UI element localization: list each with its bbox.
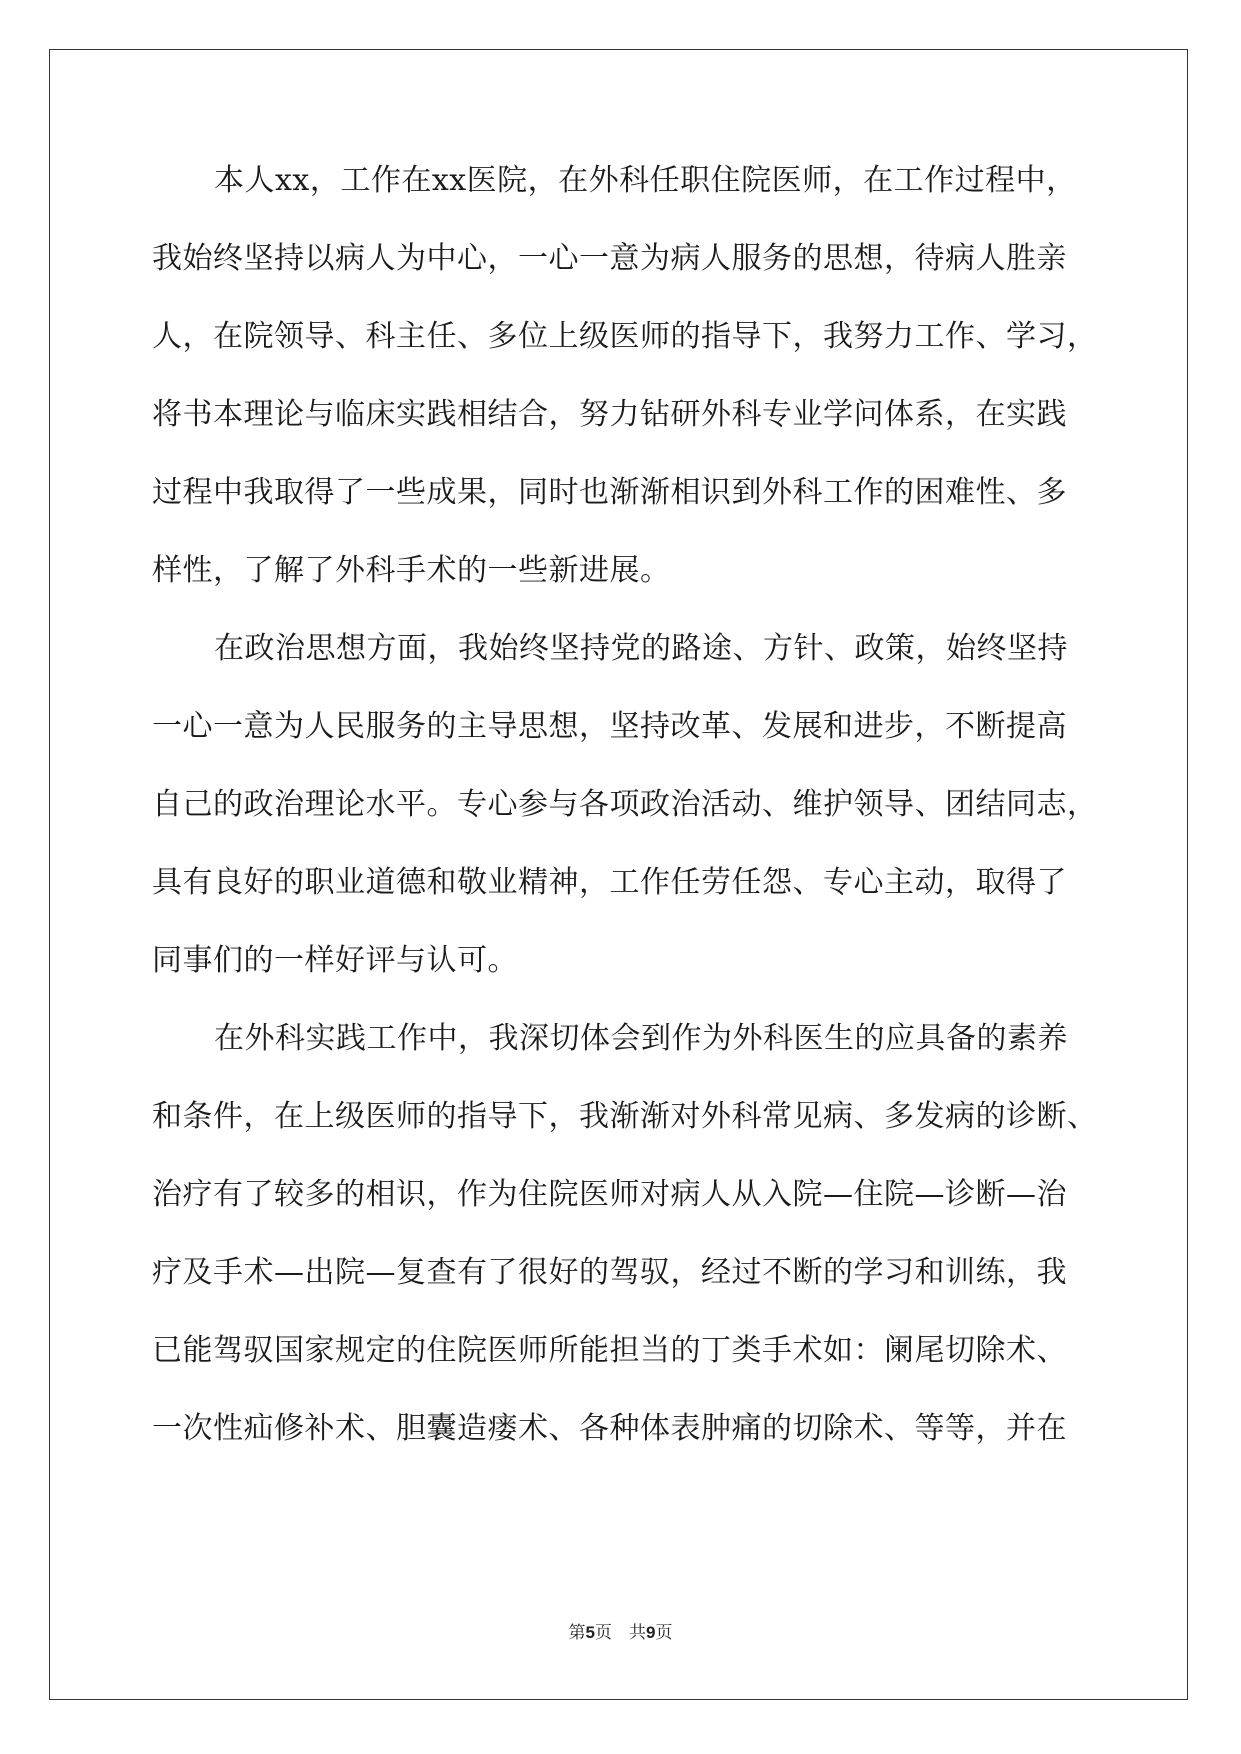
text-line: 将书本理论与临床实践相结合，努力钻研外科专业学问体系，在实践	[152, 397, 1067, 432]
text-line: 和条件，在上级医师的指导下，我渐渐对外科常见病、多发病的诊断、	[152, 1099, 1098, 1134]
footer-suffix: 页	[655, 1623, 673, 1643]
text-line: 样性，了解了外科手术的一些新进展。	[152, 553, 671, 588]
current-page-number: 5	[585, 1623, 595, 1642]
text-line: 已能驾驭国家规定的住院医师所能担当的丁类手术如：阑尾切除术、	[152, 1333, 1067, 1368]
text-line: 我始终坚持以病人为中心，一心一意为病人服务的思想，待病人胜亲	[152, 241, 1067, 276]
paragraph	[152, 1021, 1098, 1489]
footer-mid: 页 共	[595, 1623, 646, 1643]
text-line: 一心一意为人民服务的主导思想，坚持改革、发展和进步，不断提高	[152, 709, 1067, 744]
text-line: 一次性疝修补术、胆囊造瘘术、各种体表肿痛的切除术、等等，并在	[152, 1411, 1067, 1446]
text-line: 人，在院领导、科主任、多位上级医师的指导下，我努力工作、学习，	[152, 319, 1098, 354]
text-line: 过程中我取得了一些成果，同时也渐渐相识到外科工作的困难性、多	[152, 475, 1067, 510]
text-line: 治疗有了较多的相识，作为住院医师对病人从入院—住院—诊断—治	[152, 1177, 1067, 1212]
text-line: 疗及手术—出院—复查有了很好的驾驭，经过不断的学习和训练，我	[152, 1255, 1067, 1290]
text-line: 自己的政治理论水平。专心参与各项政治活动、维护领导、团结同志，	[152, 787, 1098, 822]
text-line: 具有良好的职业道德和敬业精神，工作任劳任怨、专心主动，取得了	[152, 865, 1067, 900]
page-footer	[0, 1618, 1241, 1643]
text-line: 在政治思想方面，我始终坚持党的路途、方针、政策，始终坚持	[214, 631, 1068, 666]
text-line: 在外科实践工作中，我深切体会到作为外科医生的应具备的素养	[214, 1021, 1068, 1056]
text-line: 同事们的一样好评与认可。	[152, 943, 518, 978]
text-line: 本人xx，工作在xx医院，在外科任职住院医师，在工作过程中，	[214, 163, 1077, 198]
paragraph	[152, 163, 1098, 631]
footer-prefix: 第	[568, 1623, 586, 1643]
total-page-number: 9	[646, 1623, 656, 1642]
document-body	[152, 163, 1098, 1489]
paragraph	[152, 631, 1098, 1021]
